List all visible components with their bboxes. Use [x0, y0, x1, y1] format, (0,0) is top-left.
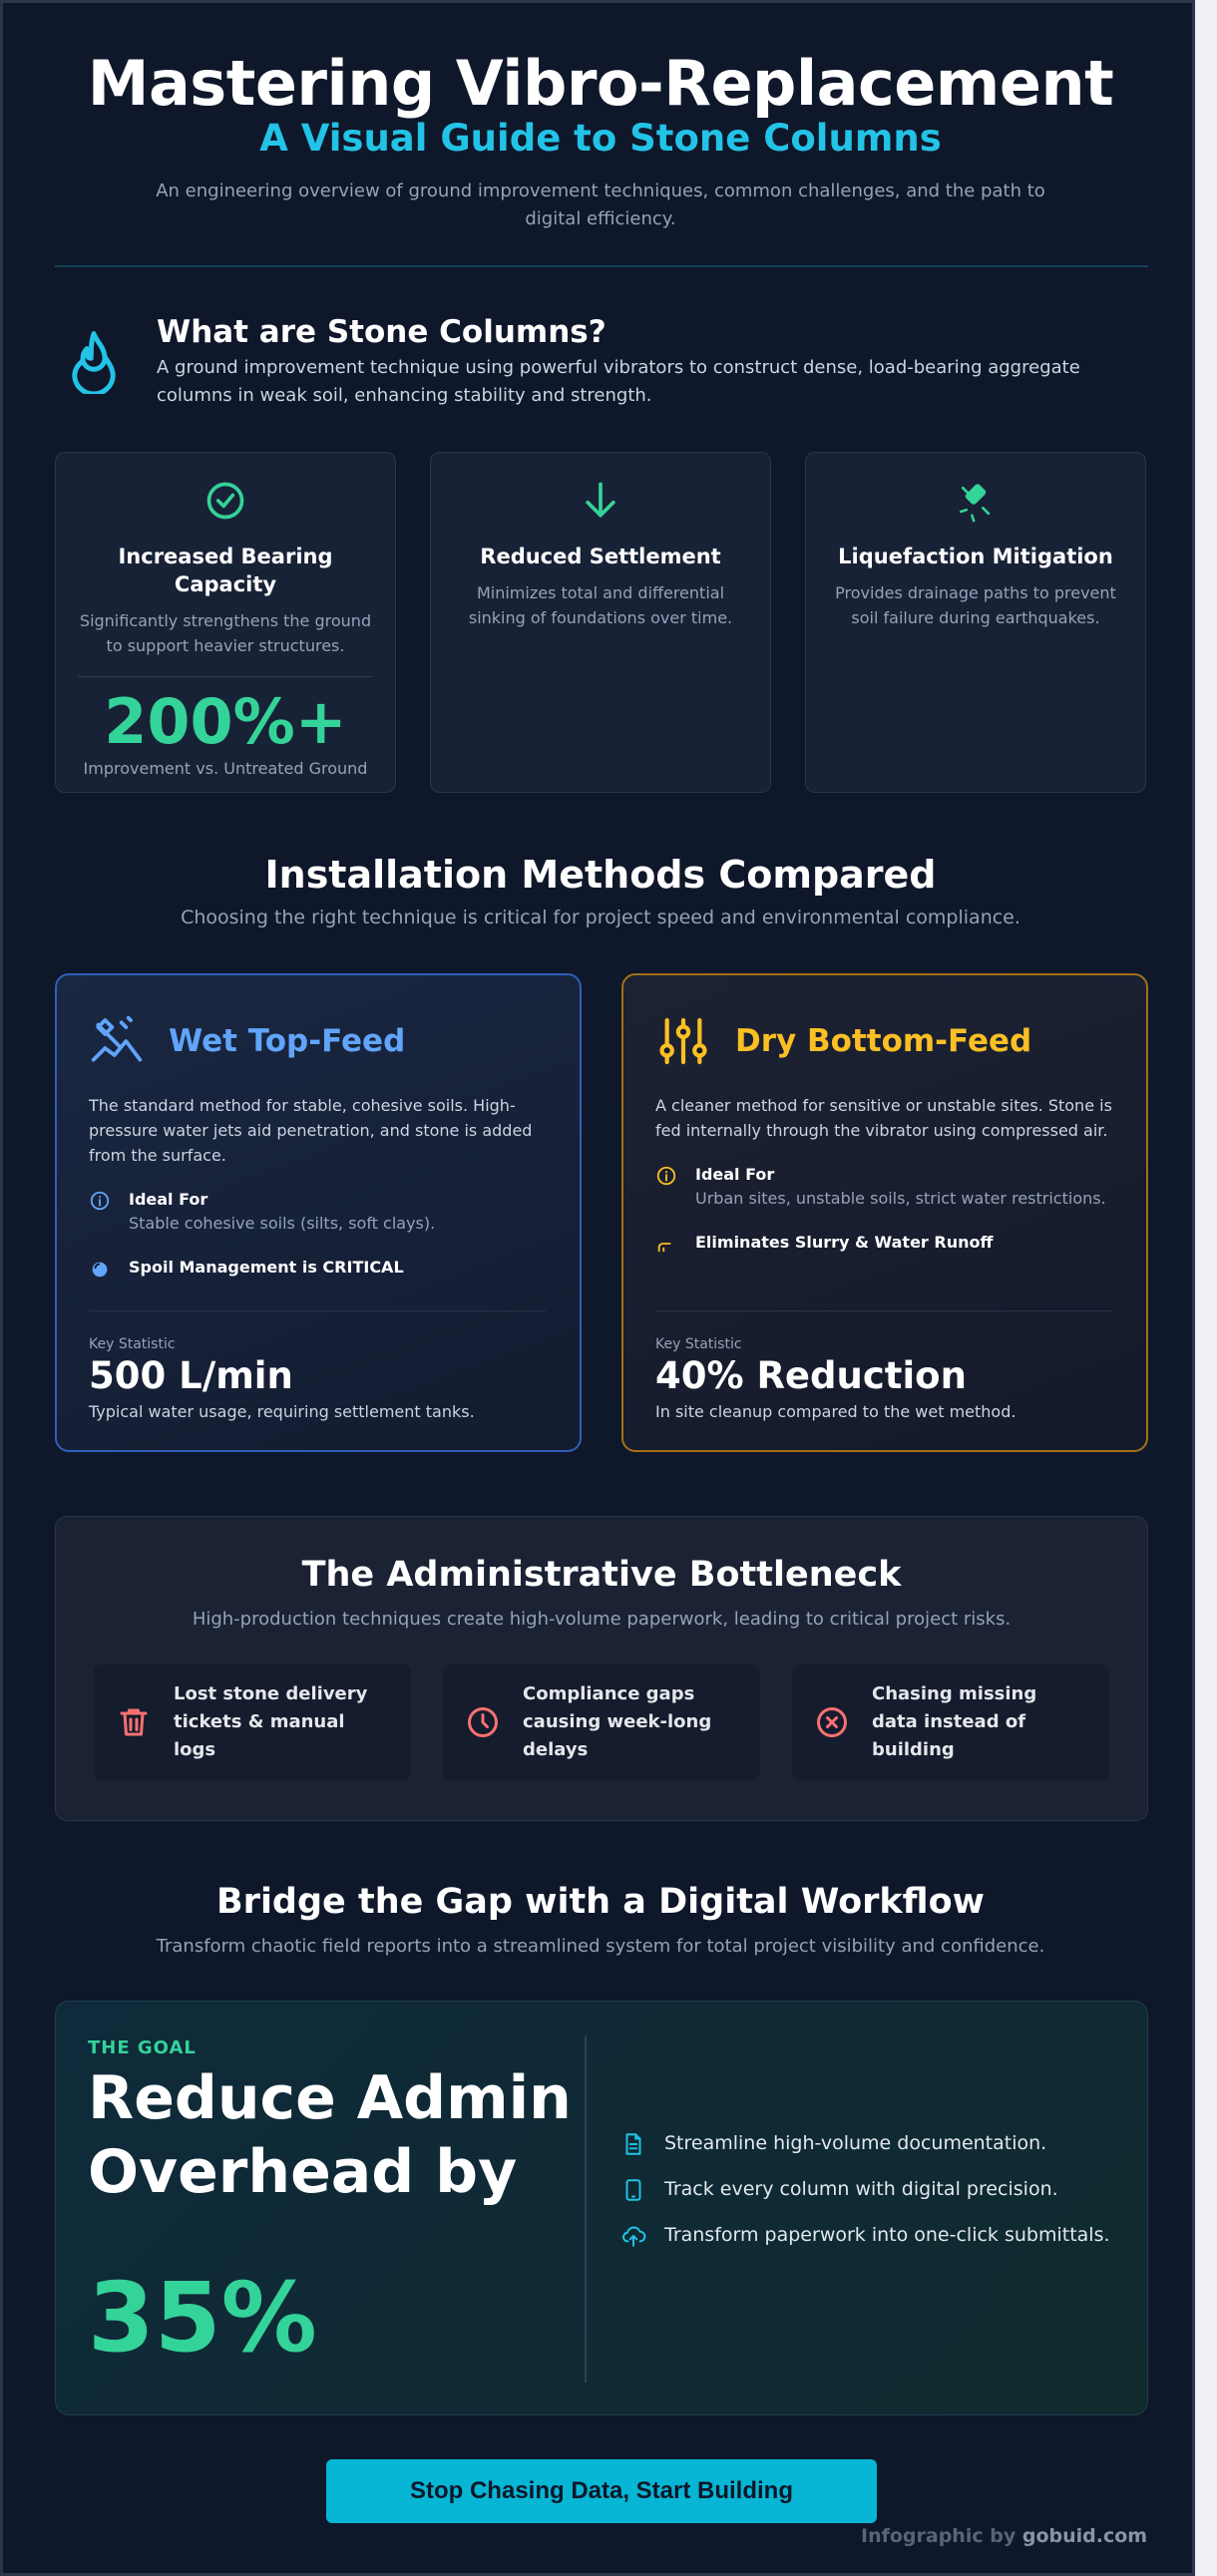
method-description: The standard method for stable, cohesive soils. High-pressure water jets aid penetration, and stone is added from the surface. [89, 1096, 533, 1165]
bottleneck-text: Compliance gaps causing week-long delays [523, 1683, 712, 1760]
goal-label: THE GOAL [88, 2037, 197, 2058]
bottleneck-section [55, 1516, 1148, 1821]
info-icon [89, 1190, 111, 1212]
clock-icon [465, 1704, 501, 1740]
goal-text: Reduce Admin Overhead by [88, 2063, 572, 2207]
methods-title: Installation Methods Compared [264, 853, 937, 897]
info-icon [655, 1165, 677, 1187]
benefit-card-liquefaction [805, 452, 1146, 793]
credit-brand: gobuid.com [1021, 2525, 1148, 2547]
document-icon [620, 2131, 646, 2157]
benefit-title: Reduced Settlement [480, 545, 721, 568]
bottleneck-text: Chasing missing data instead of building [872, 1683, 1037, 1760]
check-circle-icon [203, 479, 247, 523]
bottleneck-subtitle: High-production techniques create high-volume paperwork, leading to critical project risks. [192, 1609, 1012, 1630]
arrow-down-icon [579, 479, 622, 523]
benefit-stat-caption: Improvement vs. Untreated Ground [83, 759, 368, 778]
bottleneck-item [443, 1664, 760, 1780]
goal-divider [585, 2035, 587, 2383]
method-title: Wet Top-Feed [169, 1023, 406, 1059]
benefit-description: Minimizes total and differential sinking of foundations over time. [468, 583, 733, 627]
method-divider [89, 1310, 546, 1311]
x-circle-icon [814, 1704, 850, 1740]
method-title: Dry Bottom-Feed [735, 1023, 1032, 1059]
benefit-item [655, 1231, 1112, 1255]
benefit-description: Significantly strengthens the ground to support heavier structures. [79, 611, 372, 655]
ideal-for-label: Ideal For [129, 1190, 208, 1209]
droplet-icon [89, 1258, 111, 1280]
benefit-stat: 200%+ [104, 685, 347, 758]
benefit-text: Eliminates Slurry & Water Runoff [695, 1233, 994, 1252]
ideal-for-item [655, 1163, 1112, 1211]
goal-value: 35% [88, 2262, 317, 2374]
warning-text: Spoil Management is CRITICAL [129, 1258, 404, 1277]
goal-card [55, 2001, 1148, 2415]
workflow-list [620, 2129, 1119, 2267]
workflow-text: Track every column with digital precision. [664, 2178, 1058, 2200]
trash-icon [116, 1704, 152, 1740]
workflow-item [620, 2175, 1119, 2203]
cta-button[interactable]: Stop Chasing Data, Start Building [326, 2459, 877, 2523]
credit [861, 2525, 1147, 2547]
key-stat-caption: In site cleanup compared to the wet method. [655, 1402, 1016, 1421]
cloud-upload-icon [620, 2223, 646, 2249]
ideal-for-text: Urban sites, unstable soils, strict water restrictions. [695, 1189, 1106, 1208]
satellite-icon [954, 479, 998, 523]
intro-description: A ground improvement technique using powerful vibrators to construct dense, load-bearing aggregate columns in weak soil, enhancing stability and strength. [157, 357, 1080, 406]
tablet-icon [620, 2177, 646, 2203]
workflow-subtitle: Transform chaotic field reports into a streamlined system for total project visibility and confidence. [156, 1936, 1045, 1957]
page-description: An engineering overview of ground improvement techniques, common challenges, and the path to digital efficiency. [156, 181, 1045, 229]
header-divider [55, 265, 1148, 267]
methods-subtitle: Choosing the right technique is critical for project speed and environmental compliance. [181, 907, 1020, 928]
method-card-dry [621, 973, 1148, 1452]
flame-icon [61, 328, 127, 394]
bottleneck-item [792, 1664, 1109, 1780]
workflow-item [620, 2129, 1119, 2157]
credit-prefix: Infographic by [861, 2525, 1016, 2547]
drill-icon [89, 1013, 145, 1069]
benefit-card-settlement [430, 452, 771, 793]
workflow-title: Bridge the Gap with a Digital Workflow [216, 1882, 985, 1922]
benefit-divider [78, 676, 373, 677]
benefit-title: Increased Bearing Capacity [118, 545, 333, 596]
warning-item [89, 1256, 546, 1280]
workflow-text: Transform paperwork into one-click submittals. [664, 2224, 1110, 2246]
intro-title: What are Stone Columns? [157, 314, 607, 350]
benefit-title: Liquefaction Mitigation [838, 545, 1113, 568]
key-stat-value: 40% Reduction [655, 1354, 967, 1397]
wind-icon [655, 1233, 677, 1255]
key-stat-caption: Typical water usage, requiring settlement tanks. [89, 1402, 475, 1421]
bottleneck-title: The Administrative Bottleneck [301, 1555, 902, 1595]
method-description: A cleaner method for sensitive or unstable sites. Stone is fed internally through the vibrator using compressed air. [655, 1096, 1112, 1140]
benefit-card-bearing [55, 452, 396, 793]
workflow-text: Streamline high-volume documentation. [664, 2132, 1047, 2154]
key-stat-label: Key Statistic [89, 1336, 176, 1352]
ideal-for-text: Stable cohesive soils (silts, soft clays). [129, 1214, 436, 1233]
ideal-for-label: Ideal For [695, 1165, 775, 1184]
page-title: Mastering Vibro-Replacement [87, 47, 1114, 120]
key-stat-label: Key Statistic [655, 1336, 742, 1352]
bottleneck-text: Lost stone delivery tickets & manual logs [174, 1683, 368, 1760]
workflow-item [620, 2221, 1119, 2249]
method-card-wet [55, 973, 582, 1452]
method-divider [655, 1310, 1112, 1311]
benefit-description: Provides drainage paths to prevent soil failure during earthquakes. [835, 583, 1116, 627]
ideal-for-item [89, 1188, 546, 1236]
key-stat-value: 500 L/min [89, 1354, 293, 1397]
bottleneck-item [94, 1664, 411, 1780]
page-subtitle: A Visual Guide to Stone Columns [259, 117, 942, 160]
sliders-icon [655, 1013, 711, 1069]
